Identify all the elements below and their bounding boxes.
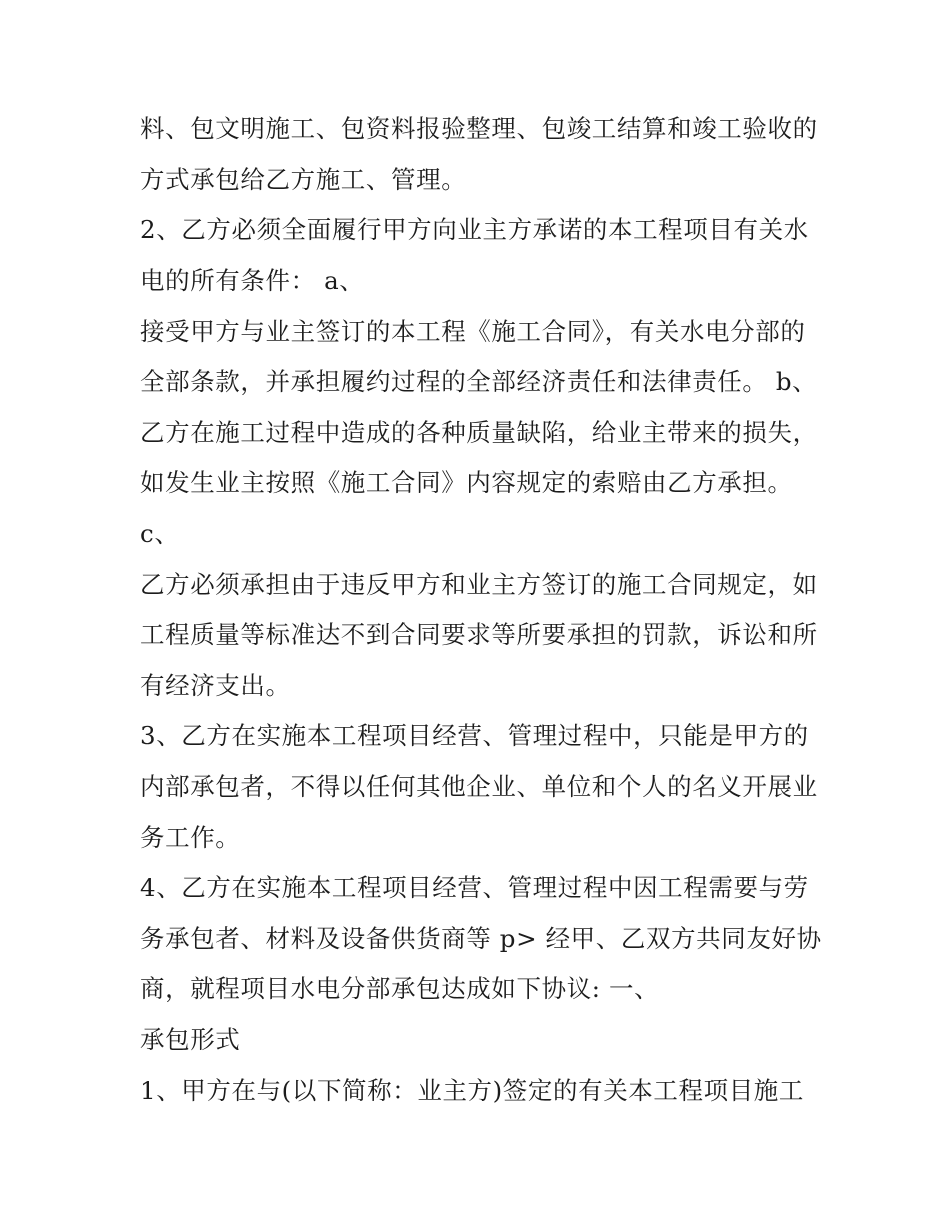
text-line: 接受甲方与业主签订的本工程《施工合同》，有关水电分部的 (140, 317, 806, 346)
text-line: 料、包文明施工、包资料报验整理、包竣工结算和竣工验收的 (140, 114, 818, 143)
text-line: 4、乙方在实施本工程项目经营、管理过程中因工程需要与劳 (140, 873, 809, 902)
text-line: 方式承包给乙方施工、管理。 (140, 165, 467, 194)
text-line: 有经济支出。 (140, 671, 291, 700)
text-line: 乙方在施工过程中造成的各种质量缺陷，给业主带来的损失， (140, 418, 818, 447)
text-line: 内部承包者，不得以任何其他企业、单位和个人的名义开展业 (140, 772, 818, 801)
text-line: 承包形式 (140, 1025, 241, 1054)
text-line: 如发生业主按照《施工合同》内容规定的索赔由乙方承担。 (140, 468, 793, 497)
text-line: 商，就程项目水电分部承包达成如下协议: 一、 (140, 974, 660, 1003)
text-line: 2、乙方必须全面履行甲方向业主方承诺的本工程项目有关水 (140, 215, 809, 244)
text-line: 1、甲方在与(以下简称：业主方)签定的有关本工程项目施工 (140, 1076, 805, 1105)
text-line: 3、乙方在实施本工程项目经营、管理过程中，只能是甲方的 (140, 721, 809, 750)
text-line: 务工作。 (140, 823, 241, 852)
text-line: 电的所有条件： a、 (140, 266, 365, 295)
text-line: 务承包者、材料及设备供货商等 p> 经甲、乙双方共同友好协 (140, 924, 822, 953)
text-line: 工程质量等标准达不到合同要求等所要承担的罚款，诉讼和所 (140, 620, 818, 649)
text-line: c、 (140, 519, 180, 548)
text-line: 乙方必须承担由于违反甲方和业主方签订的施工合同规定，如 (140, 570, 818, 599)
text-line: 全部条款，并承担履约过程的全部经济责任和法律责任。 b、 (140, 367, 818, 396)
